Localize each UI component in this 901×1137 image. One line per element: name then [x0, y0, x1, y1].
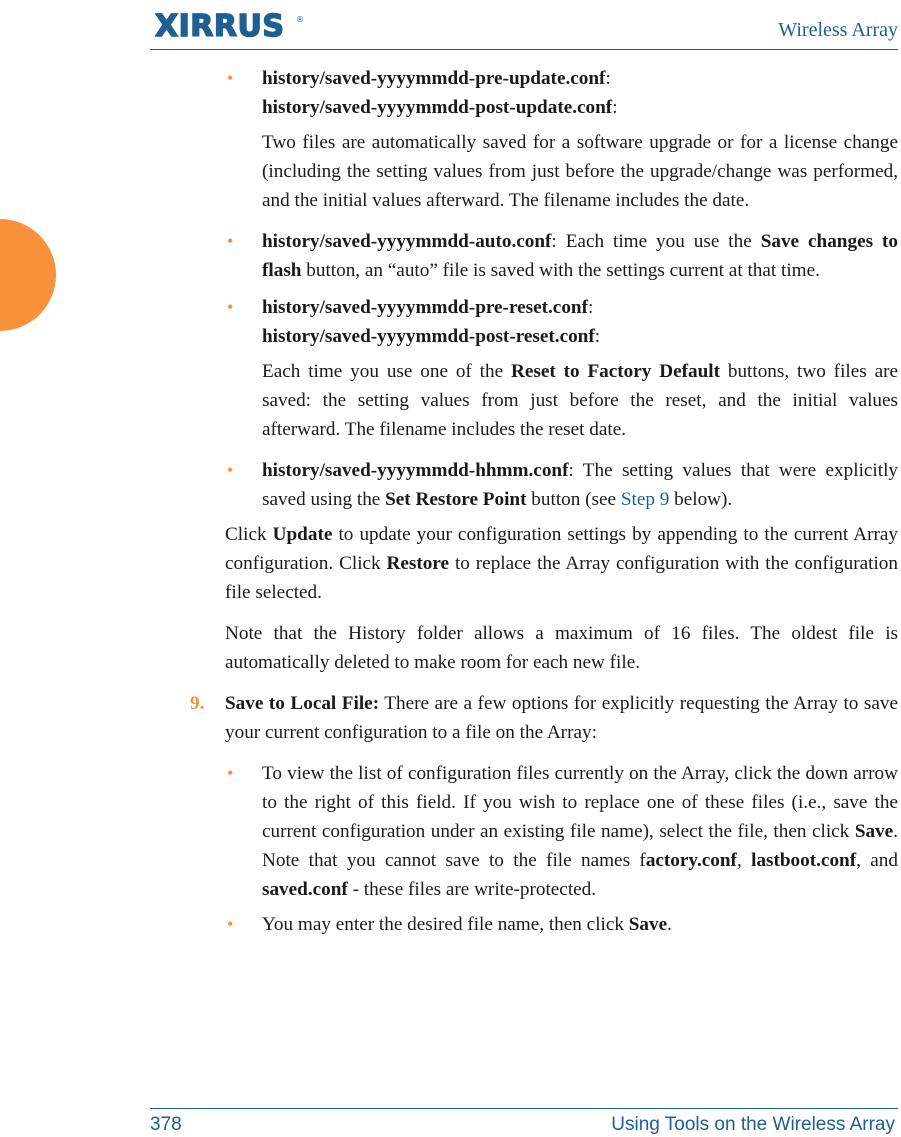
filename-saved: saved.conf — [262, 879, 348, 900]
footer-divider — [150, 1108, 898, 1109]
filename-pre-update: history/saved-yyyymmdd-pre-update.conf — [262, 68, 606, 89]
bullet-update-files — [0, 64, 901, 215]
enter-name-description — [262, 910, 898, 939]
text: , and — [856, 850, 898, 871]
reset-files-description — [262, 357, 898, 444]
text: buttons, two files are saved: the setting values from just before the reset, and the initial values afterward. The filename includes the reset date. — [262, 361, 898, 440]
text: : Each time you use the — [551, 231, 761, 252]
text: . Note that you cannot save to the file names f — [262, 821, 898, 871]
text: to update your configuration settings by appending to the current Array configuration. Click — [225, 524, 898, 574]
text: Click — [225, 524, 273, 545]
logo-text: XIRRUS — [155, 9, 285, 41]
bullet-dot: • — [227, 914, 234, 934]
set-restore-point-button-ref: Set Restore Point — [385, 489, 527, 510]
text: - these files are write-protected. — [347, 879, 597, 900]
bullet-dot: • — [227, 68, 234, 88]
update-button-ref: Update — [272, 524, 333, 545]
footer-title: Using Tools on the Wireless Array — [611, 1114, 895, 1135]
step-9-text — [225, 689, 898, 747]
punct: : — [612, 97, 618, 118]
bullet-restore-point-file — [0, 456, 901, 514]
filename-pre-reset: history/saved-yyyymmdd-pre-reset.conf — [262, 297, 588, 318]
reset-factory-default-button-ref: Reset to Factory Default — [511, 361, 720, 382]
text: , — [736, 850, 752, 871]
text: . — [667, 914, 672, 935]
replace-file-description — [262, 759, 898, 904]
update-files-description: Two files are automatically saved for a software upgrade or for a license change (including the setting values from just before the upgrade/change was performed, and the initial values afterward. The filename includes the date. — [262, 132, 898, 211]
step-9 — [0, 689, 901, 747]
history-limit-note: Note that the History folder allows a maximum of 16 files. The oldest file is automatically deleted to make room for each new file. — [225, 623, 898, 673]
save-button-ref: Save — [628, 914, 668, 935]
text: button, an “auto” file is saved with the settings current at that time. — [301, 260, 820, 281]
update-restore-paragraph — [0, 520, 901, 607]
bullet-dot: • — [227, 763, 234, 783]
text: Each time you use one of the — [262, 361, 511, 382]
punct: : — [587, 297, 594, 318]
text: button (see — [526, 489, 621, 510]
filename-factory: actory.conf — [645, 850, 737, 871]
bullet-dot: • — [227, 231, 234, 251]
step-number: 9. — [190, 693, 205, 714]
text: to replace the Array configuration with the configuration file selected. — [225, 553, 898, 603]
bullet-enter-name — [0, 910, 901, 939]
step-9-link[interactable]: Step 9 — [620, 489, 670, 510]
text: To view the list of configuration files currently on the Array, click the down arrow to the right of this field. If you wish to replace one of these files (i.e., save the current configuration under an existing file name), select the file, then click — [262, 763, 898, 842]
restore-button-ref: Restore — [386, 553, 450, 574]
logo-registered-mark: ® — [296, 15, 304, 24]
text: You may enter the desired file name, then click — [262, 914, 629, 935]
bullet-reset-files — [0, 293, 901, 444]
text: : The setting values that were explicitly saved using the — [262, 460, 898, 510]
bullet-auto-file — [0, 227, 901, 285]
header-divider — [150, 49, 898, 50]
bullet-dot: • — [227, 297, 234, 317]
xirrus-logo — [155, 9, 305, 41]
filename-post-update: history/saved-yyyymmdd-post-update.conf — [262, 97, 613, 118]
filename-hhmm: history/saved-yyyymmdd-hhmm.conf — [262, 460, 569, 481]
text: There are a few options for explicitly requesting the Array to save your current configuration to a file on the Array: — [225, 693, 899, 743]
restore-point-description — [262, 456, 898, 514]
bullet-replace-file — [0, 759, 901, 904]
page-body — [0, 64, 901, 939]
save-changes-button-ref: Save changes to flash — [262, 231, 898, 281]
text: below). — [669, 489, 733, 510]
auto-file-description — [262, 227, 898, 285]
filename-auto: history/saved-yyyymmdd-auto.conf — [262, 231, 552, 252]
save-button-ref: Save — [854, 821, 894, 842]
step-9-label: Save to Local File: — [225, 693, 380, 714]
filename-post-reset: history/saved-yyyymmdd-post-reset.conf — [262, 326, 595, 347]
punct: : — [594, 326, 601, 347]
punct: : — [605, 68, 611, 89]
header-title: Wireless Array — [778, 19, 898, 41]
bullet-dot: • — [227, 460, 234, 480]
filename-lastboot: lastboot.conf — [751, 850, 857, 871]
page-number: 378 — [150, 1114, 182, 1135]
